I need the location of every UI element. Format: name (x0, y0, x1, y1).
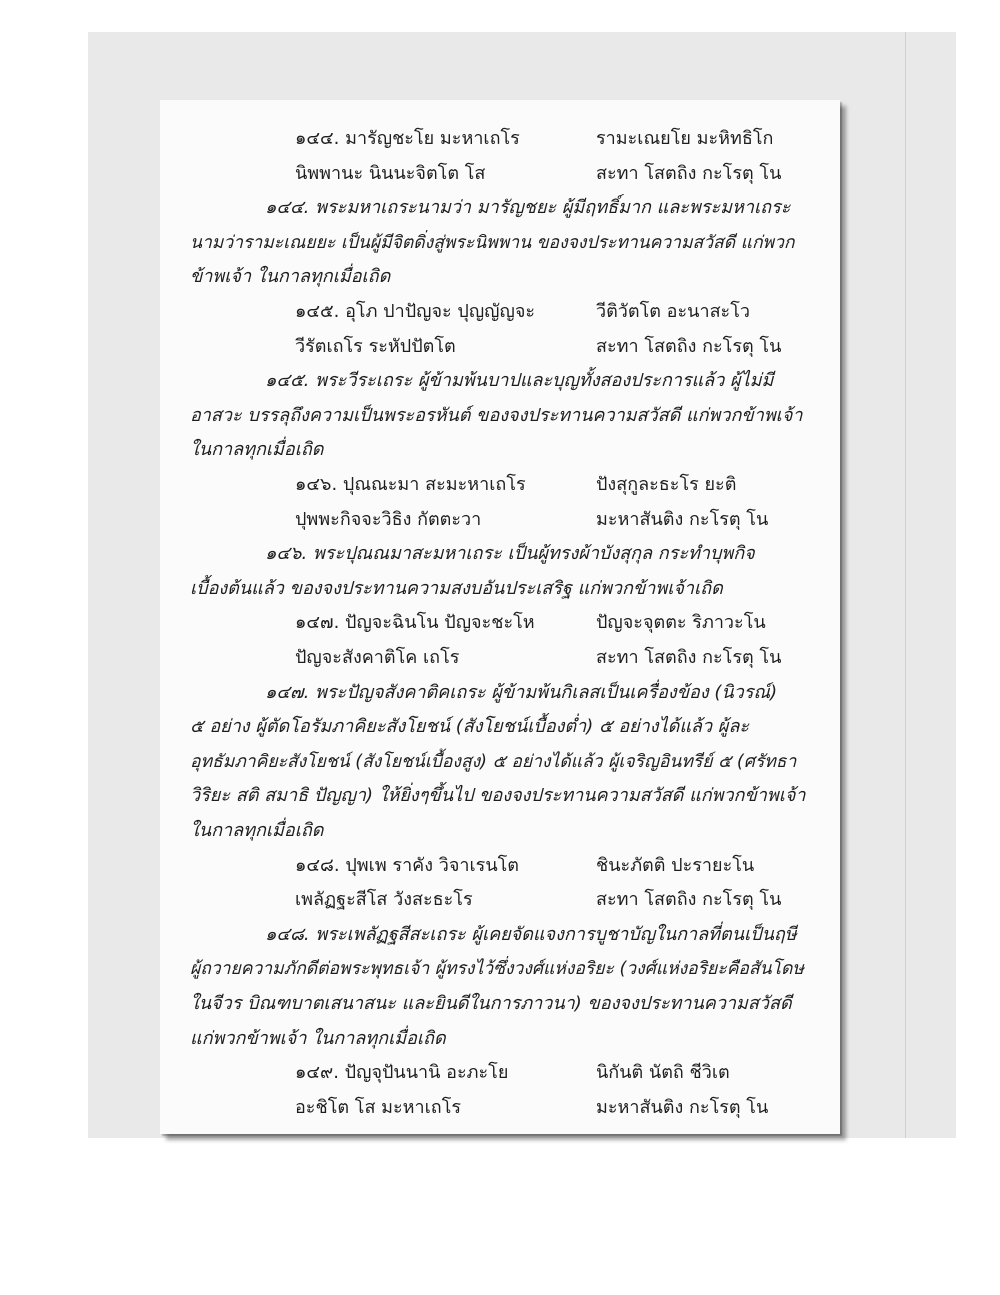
verse-left: ๑๔๗. ปัญจะฉินโน ปัญจะชะโห (295, 612, 535, 634)
translation-line: วิริยะ สติ สมาธิ ปัญญา) ให้ยิ่งๆขึ้นไป ของจงประทานความสวัสดี แก่พวกข้าพเจ้า (190, 785, 806, 807)
verse-right: สะทา โสตถิง กะโรตุ โน (596, 162, 782, 184)
translation-line: อาสวะ บรรลุถึงความเป็นพระอรหันต์ ของจงประทานความสวัสดี แก่พวกข้าพเจ้า (190, 404, 803, 426)
translation-line: ในกาลทุกเมื่อเถิด (190, 820, 324, 841)
verse-left: เพลัฏฐะสีโส วังสะธะโร (295, 889, 473, 911)
scan-edge-line (905, 32, 906, 1138)
translation-line: ในกาลทุกเมื่อเถิด (190, 439, 324, 461)
verse-left: ๑๔๙. ปัญจุปันนานิ อะภะโย (295, 1062, 509, 1084)
verse-right: สะทา โสตถิง กะโรตุ โน (596, 889, 782, 911)
verse-left: ปุพพะกิจจะวิธิง กัตตะวา (295, 508, 482, 530)
verse-left: ๑๔๘. ปุพเพ ราคัง วิจาเรนโต (295, 854, 519, 876)
verse-right: วีติวัตโต อะนาสะโว (596, 301, 750, 322)
verse-left: อะชิโต โส มะหาเถโร (295, 1096, 462, 1118)
translation-line: อุทธัมภาคิยะสังโยชน์ (สังโยชน์เบื้องสูง) ๕ อย่างได้แล้ว ผู้เจริญอินทรีย์ ๕ (ศรัทธา (190, 751, 797, 772)
verse-right: มะหาสันติง กะโรตุ โน (596, 508, 769, 530)
document-page (160, 100, 840, 1134)
verse-right: ปังสุกูละธะโร ยะติ (596, 474, 737, 495)
verse-left: ๑๔๖. ปุณณะมา สะมะหาเถโร (295, 474, 526, 495)
verse-right: สะทา โสตถิง กะโรตุ โน (596, 647, 782, 668)
translation-line: นามว่ารามะเณยยะ เป็นผู้มีจิตดิ่งสู่พระนิพพาน ของจงประทานความสวัสดี แก่พวก (190, 232, 795, 253)
translation-line: ๑๔๕. พระวีระเถระ ผู้ข้ามพ้นบาปและบุญทั้งสองประการแล้ว ผู้ไม่มี (265, 370, 774, 392)
translation-line: แก่พวกข้าพเจ้า ในกาลทุกเมื่อเถิด (190, 1027, 446, 1049)
translation-line: เบื้องต้นแล้ว ของจงประทานความสงบอันประเสริฐ แก่พวกข้าพเจ้าเถิด (190, 577, 723, 599)
verse-right: ปัญจะจุตตะ ริภาวะโน (596, 612, 766, 634)
translation-line: ๑๔๗. พระปัญจสังคาติคเถระ ผู้ข้ามพ้นกิเลสเป็นเครื่องข้อง (นิวรณ์) (265, 681, 778, 703)
translation-line: ผู้ถวายความภักดีต่อพระพุทธเจ้า ผู้ทรงไว้ซึ่งวงศ์แห่งอริยะ (วงศ์แห่งอริยะคือสันโดษ (190, 959, 804, 980)
translation-line: ในจีวร บิณฑบาตเสนาสนะ และยินดีในการภาวนา) ของจงประทานความสวัสดี (190, 993, 792, 1014)
verse-left: ปัญจะสังคาติโค เถโร (295, 647, 460, 668)
translation-line: ๕ อย่าง ผู้ตัดโอรัมภาคิยะสังโยชน์ (สังโยชน์เบื้องต่ำ) ๕ อย่างได้แล้ว ผู้ละ (190, 716, 750, 738)
verse-right: รามะเณยโย มะหิทธิโก (596, 128, 774, 149)
verse-left: นิพพานะ นินนะจิตโต โส (295, 162, 486, 184)
translation-line: ๑๔๖. พระปุณณมาสะมหาเถระ เป็นผู้ทรงผ้าบังสุกุล กระทำบุพกิจ (265, 543, 755, 565)
translation-line: ข้าพเจ้า ในกาลทุกเมื่อเถิด (190, 266, 391, 288)
verse-right: ชินะภัตติ ปะรายะโน (596, 854, 755, 876)
translation-line: ๑๔๔. พระมหาเถระนามว่า มารัญชยะ ผู้มีฤทธิ์มาก และพระมหาเถระ (265, 197, 791, 219)
verse-left: ๑๔๔. มารัญชะโย มะหาเถโร (295, 128, 520, 149)
verse-right: สะทา โสตถิง กะโรตุ โน (596, 335, 782, 357)
verse-right: มะหาสันติง กะโรตุ โน (596, 1096, 769, 1118)
verse-left: วีรัตเถโร ระหัปปัตโต (295, 335, 456, 357)
verse-left: ๑๔๕. อุโภ ปาปัญจะ ปุญญัญจะ (295, 301, 536, 322)
translation-line: ๑๔๘. พระเพลัฏฐสีสะเถระ ผู้เคยจัดแจงการบูชาบัญในกาลที่ตนเป็นฤษี (265, 923, 797, 945)
verse-right: นิกันติ นัตถิ ชีวิเต (596, 1062, 730, 1084)
